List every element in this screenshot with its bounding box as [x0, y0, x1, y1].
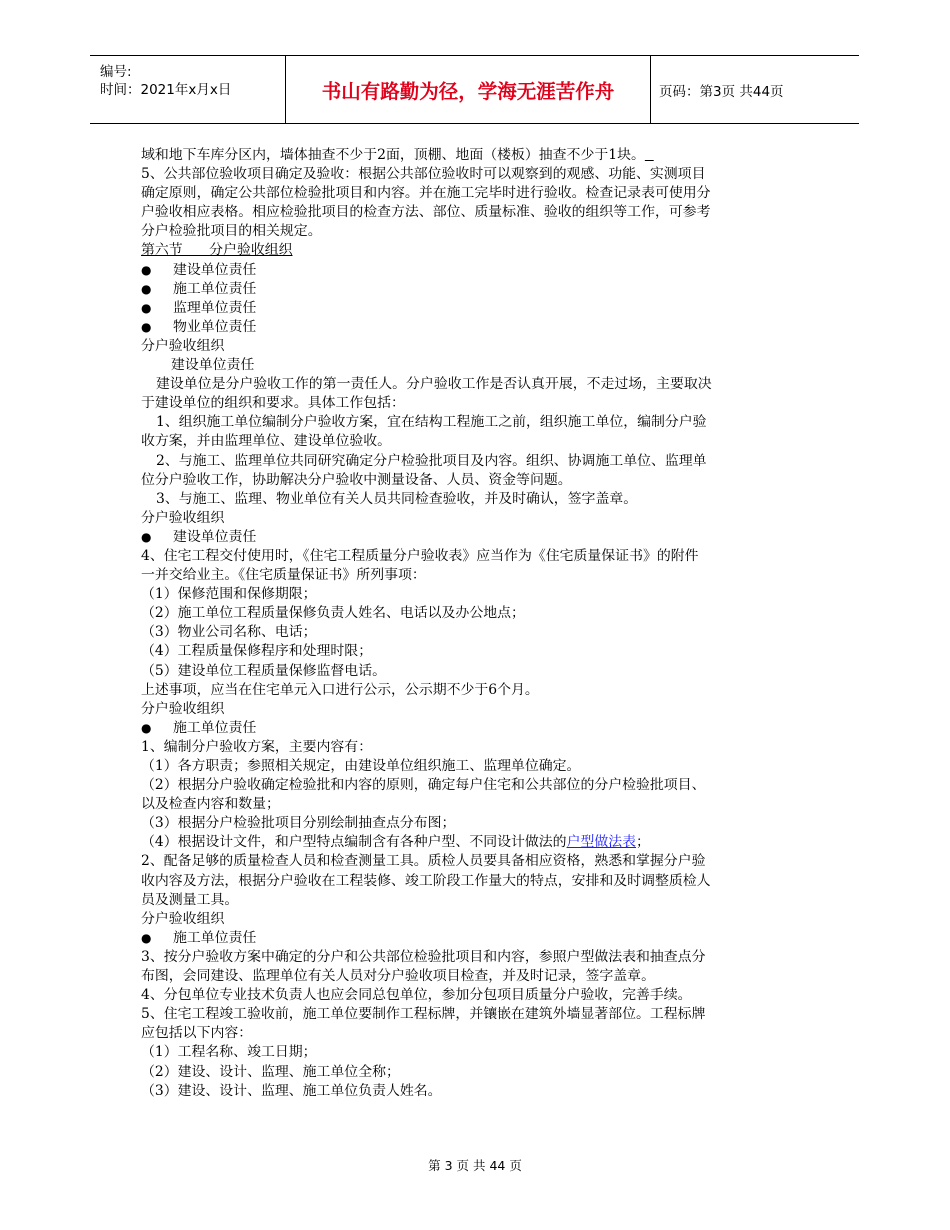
list-item: （2）根据分户验收确定检验批和内容的原则，确定每户住宅和公共部位的分户检验批项目、 — [141, 777, 706, 794]
list-item: （1）工程名称、竣工日期； — [141, 1044, 317, 1061]
body-line: 分户检验批项目的相关规定。 — [141, 223, 322, 240]
body-line: 于建设单位的组织和要求。具体工作包括： — [141, 395, 405, 412]
body-line: 2、与施工、监理单位共同研究确定分户检验批项目及内容。组织、协调施工单位、监理单 — [156, 452, 707, 469]
body-line: 位分户验收工作，协助解决分户验收中测量设备、人员、资金等问题。 — [141, 471, 572, 488]
bullet-item: ● 物业单位责任 — [141, 318, 817, 337]
subheading: 分户验收组织 — [141, 509, 225, 526]
list-item: （2）建设、设计、监理、施工单位全称； — [141, 1063, 400, 1080]
floor-plan-table-link[interactable]: 户型做法表 — [566, 834, 637, 851]
number-label: 编号: — [100, 64, 132, 80]
body-line: 3、与施工、监理、物业单位有关人员共同检查验收，并及时确认，签字盖章。 — [156, 490, 638, 507]
body-line: 建设单位是分户验收工作的第一责任人。分户验收工作是否认真开展，不走过场，主要取决 — [156, 376, 712, 393]
body-line: 5、住宅工程竣工验收前，施工单位要制作工程标牌，并镶嵌在建筑外墙显著部位。工程标牌 — [141, 1006, 706, 1023]
bullet-item: ● 监理单位责任 — [141, 299, 817, 318]
body-line: 户验收相应表格。相应检验批项目的检查方法、部位、质量标准、验收的组织等工作，可参考 — [141, 204, 711, 221]
subheading: 建设单位责任 — [171, 357, 255, 374]
subheading: 分户验收组织 — [141, 910, 225, 927]
body-line: 收方案，并由监理单位、建设单位验收。 — [141, 433, 392, 450]
body-line: 域和地下车库分区内，墙体抽查不少于2面，顶棚、地面（楼板）抽查不少于1块。 — [141, 146, 817, 165]
bullet-item: ● 施工单位责任 — [141, 719, 817, 738]
body-line: 一并交给业主。《住宅质量保证书》所列事项： — [141, 567, 426, 584]
list-item: （3）根据分户检验批项目分别绘制抽查点分布图； — [141, 815, 456, 832]
body-line: 确定原则，确定公共部位检验批项目和内容。并在施工完毕时进行验收。检查记录表可使用分 — [141, 185, 711, 202]
body-line: 应包括以下内容： — [141, 1025, 253, 1042]
subheading: 分户验收组织 — [141, 337, 225, 354]
list-item: （3）物业公司名称、电话； — [141, 624, 317, 641]
body-line: 5、公共部位验收项目确定及验收：根据公共部位验收时可以观察到的观感、功能、实测项目 — [141, 166, 706, 183]
body-line: 收内容及方法，根据分户验收在工程装修、竣工阶段工作量大的特点，安排和及时调整质检人 — [141, 872, 711, 889]
bullet-item: ● 施工单位责任 — [141, 280, 817, 299]
list-item: （5）建设单位工程质量保修监督电话。 — [141, 662, 386, 679]
header-info-cell — [90, 56, 286, 123]
body-line: 2、配备足够的质量检查人员和检查测量工具。质检人员要具备相应资格，熟悉和掌握分户验 — [141, 853, 706, 870]
list-item: （3）建设、设计、监理、施工单位负责人姓名。 — [141, 1082, 442, 1099]
page-header — [90, 55, 859, 124]
body-line: 3、按分户验收方案中确定的分户和公共部位检验批项目和内容，参照户型做法表和抽查点分 — [141, 948, 706, 965]
header-page-label: 页码：第3页 共44页 — [659, 83, 784, 100]
bullet-item: ● 建设单位责任 — [141, 528, 817, 547]
time-label: 时间：2021年x月x日 — [100, 82, 232, 98]
section-heading: 第六节 分户验收组织 — [141, 242, 293, 259]
list-item: （2）施工单位工程质量保修负责人姓名、电话以及办公地点； — [141, 605, 525, 622]
body-line: 以及检查内容和数量； — [141, 796, 280, 813]
body-line: 1、编制分户验收方案，主要内容有： — [141, 738, 373, 755]
body-line: 4、分包单位专业技术负责人也应会同总包单位，参加分包项目质量分户验收，完善手续。 — [141, 987, 692, 1004]
subheading: 分户验收组织 — [141, 700, 225, 717]
list-item: （4）根据设计文件，和户型特点编制含有各种户型、不同设计做法的户型做法表； — [141, 834, 650, 851]
header-motto: 书山有路勤为径，学海无涯苦作舟 — [286, 56, 651, 123]
body-line: 上述事项，应当在住宅单元入口进行公示，公示期不少于6个月。 — [141, 681, 539, 698]
body-line: 4、住宅工程交付使用时，《住宅工程质量分户验收表》应当作为《住宅质量保证书》的附件 — [141, 547, 699, 564]
list-item: （4）工程质量保修程序和处理时限； — [141, 643, 373, 660]
list-item: （1）保修范围和保修期限； — [141, 586, 317, 603]
document-body — [141, 146, 817, 1101]
body-line: 员及测量工具。 — [141, 891, 239, 908]
list-item: （1）各方职责；参照相关规定，由建设单位组织施工、监理单位确定。 — [141, 758, 581, 774]
bullet-item: ● 建设单位责任 — [141, 261, 817, 280]
body-line: 1、组织施工单位编制分户验收方案，宜在结构工程施工之前，组织施工单位，编制分户验 — [156, 414, 707, 431]
trailing-mark — [645, 147, 654, 163]
page-footer: 第 3 页 共 44 页 — [428, 1158, 522, 1173]
body-line: 布图，会同建设、监理单位有关人员对分户验收项目检查，并及时记录，签字盖章。 — [141, 968, 655, 985]
bullet-item: ● 施工单位责任 — [141, 929, 817, 948]
